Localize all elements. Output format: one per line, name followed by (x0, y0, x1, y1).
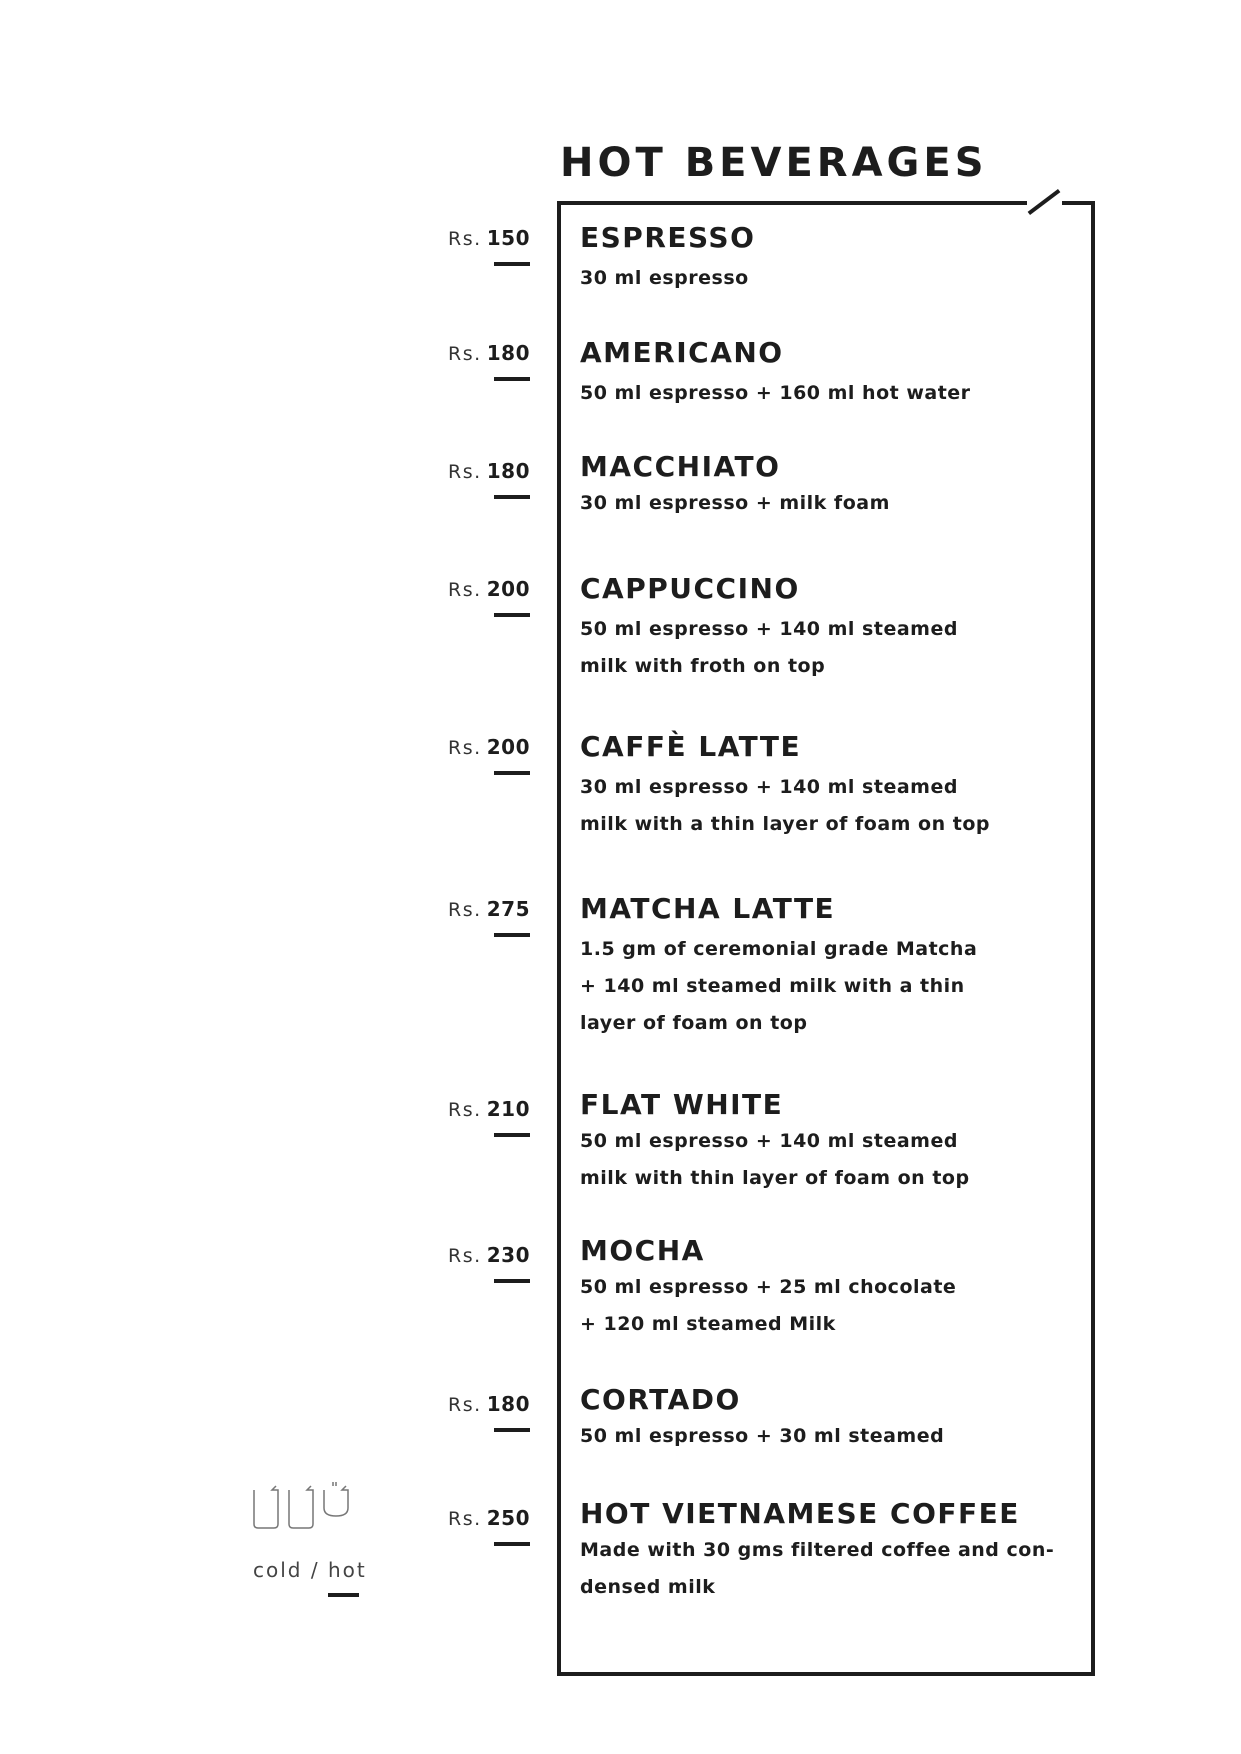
menu-item (580, 887, 1080, 1042)
item-price (370, 567, 530, 611)
item-price (370, 1496, 530, 1540)
menu-item (580, 449, 1080, 522)
item-description: 50 ml espresso + 160 ml hot water (580, 382, 971, 404)
price-amount: 200 (486, 577, 530, 601)
legend-underline (328, 1593, 359, 1597)
menu-item (580, 1087, 1080, 1197)
price-amount: 180 (486, 459, 530, 483)
price-underline (494, 377, 530, 381)
menu-item (580, 216, 1080, 297)
item-price (370, 331, 530, 375)
currency-label: Rs. (448, 343, 482, 365)
item-description: 30 ml espresso + 140 ml steamed (580, 776, 958, 798)
price-amount: 180 (486, 1392, 530, 1416)
item-name: FLAT WHITE (580, 1088, 784, 1121)
price-underline (494, 1542, 530, 1546)
item-name: MOCHA (580, 1234, 705, 1267)
currency-label: Rs. (448, 737, 482, 759)
price-amount: 275 (486, 897, 530, 921)
item-price (370, 725, 530, 769)
item-description: 50 ml espresso + 25 ml chocolate (580, 1276, 957, 1298)
item-description: 50 ml espresso + 140 ml steamed (580, 618, 958, 640)
currency-label: Rs. (448, 228, 482, 250)
price-underline (494, 1279, 530, 1283)
price-amount: 150 (486, 226, 530, 250)
item-name: MATCHA LATTE (580, 892, 836, 925)
item-description: milk with froth on top (580, 655, 826, 677)
item-name: CAFFÈ LATTE (580, 730, 802, 763)
legend-label: cold / hot (253, 1558, 367, 1582)
cup-icons (252, 1480, 362, 1534)
item-description: layer of foam on top (580, 1012, 808, 1034)
price-underline (494, 933, 530, 937)
section-title: HOT BEVERAGES (560, 140, 988, 186)
price-underline (494, 1428, 530, 1432)
menu-item (580, 1382, 1080, 1455)
menu-item (580, 1496, 1080, 1606)
currency-label: Rs. (448, 1245, 482, 1267)
menu-item (580, 1233, 1080, 1343)
item-price (370, 216, 530, 260)
item-description: 1.5 gm of ceremonial grade Matcha (580, 938, 978, 960)
currency-label: Rs. (448, 1099, 482, 1121)
price-amount: 200 (486, 735, 530, 759)
item-price (370, 887, 530, 931)
price-underline (494, 771, 530, 775)
item-name: MACCHIATO (580, 450, 781, 483)
price-underline (494, 613, 530, 617)
item-description: Made with 30 gms filtered coffee and con- (580, 1539, 1055, 1561)
menu-item (580, 725, 1080, 843)
item-price (370, 1087, 530, 1131)
item-name: ESPRESSO (580, 221, 756, 254)
price-amount: 230 (486, 1243, 530, 1267)
menu-item (580, 567, 1080, 685)
item-price (370, 1382, 530, 1426)
item-name: CORTADO (580, 1383, 741, 1416)
currency-label: Rs. (448, 1394, 482, 1416)
item-description: 30 ml espresso + milk foam (580, 492, 890, 514)
item-description: 30 ml espresso (580, 267, 749, 289)
price-underline (494, 495, 530, 499)
price-amount: 180 (486, 341, 530, 365)
item-description: 50 ml espresso + 30 ml steamed (580, 1425, 945, 1447)
hot-cup-icon (324, 1482, 348, 1516)
item-name: CAPPUCCINO (580, 572, 800, 605)
item-name: HOT VIETNAMESE COFFEE (580, 1497, 1020, 1530)
currency-label: Rs. (448, 579, 482, 601)
currency-label: Rs. (448, 1508, 482, 1530)
cold-glass-icon (289, 1486, 313, 1528)
price-amount: 210 (486, 1097, 530, 1121)
item-price (370, 1233, 530, 1277)
item-description: 50 ml espresso + 140 ml steamed (580, 1130, 958, 1152)
item-description: milk with thin layer of foam on top (580, 1167, 970, 1189)
menu-item (580, 331, 1080, 412)
price-amount: 250 (486, 1506, 530, 1530)
item-description: densed milk (580, 1576, 716, 1598)
item-description: + 140 ml steamed milk with a thin (580, 975, 965, 997)
item-price (370, 449, 530, 493)
item-name: AMERICANO (580, 336, 784, 369)
item-description: milk with a thin layer of foam on top (580, 813, 990, 835)
currency-label: Rs. (448, 899, 482, 921)
item-description: + 120 ml steamed Milk (580, 1313, 836, 1335)
cold-cup-icon (254, 1486, 278, 1528)
currency-label: Rs. (448, 461, 482, 483)
price-underline (494, 1133, 530, 1137)
price-underline (494, 262, 530, 266)
